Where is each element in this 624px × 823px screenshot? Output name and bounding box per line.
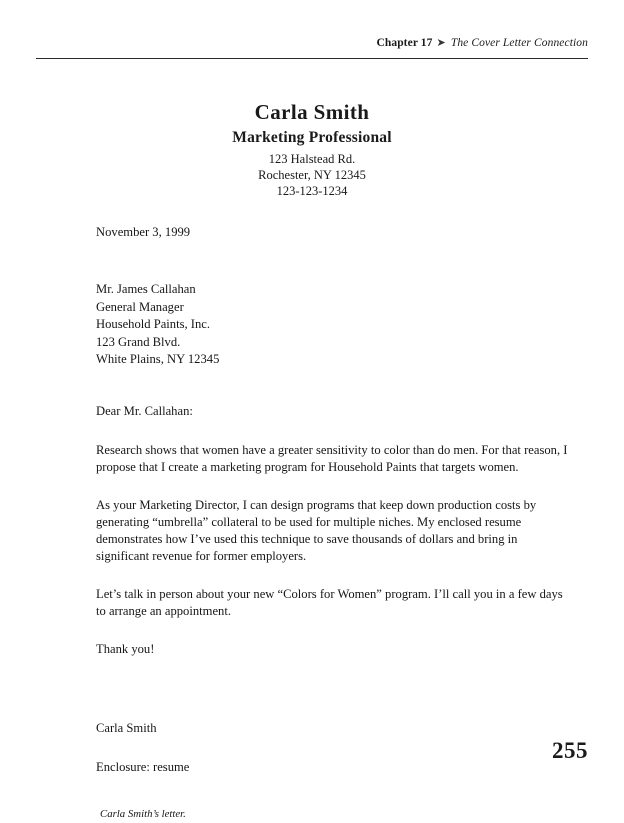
recipient-line: General Manager [96, 299, 184, 314]
letterhead-city-state-zip: Rochester, NY 12345 [258, 168, 366, 182]
letterhead-street: 123 Halstead Rd. [268, 152, 356, 166]
letter-paragraph: Research shows that women have a greater sensitivity to color than do men. For that reason, I propose that I create a marketing program for Household Paints that targets women. [96, 442, 568, 474]
figure-caption: Carla Smith’s letter. [100, 807, 186, 820]
enclosure-note: Enclosure: resume [96, 759, 190, 774]
running-head [376, 36, 588, 49]
letterhead [36, 100, 588, 199]
header-divider [36, 58, 588, 59]
letterhead-phone: 123-123-1234 [276, 184, 348, 198]
recipient-address [96, 281, 568, 369]
page-number: 255 [552, 738, 588, 763]
letterhead-name: Carla Smith [254, 100, 370, 124]
letter-date: November 3, 1999 [96, 225, 191, 239]
running-head-chapter: Chapter 17 [376, 37, 433, 49]
recipient-line: Mr. James Callahan [96, 282, 196, 296]
signature-name: Carla Smith [96, 720, 157, 735]
letter-paragraph: Let’s talk in person about your new “Colors for Women” program. I’ll call you in a few days to arrange an appointment. [96, 586, 563, 618]
salutation: Dear Mr. Callahan: [96, 403, 193, 418]
recipient-line: Household Paints, Inc. [96, 317, 211, 331]
letterhead-title: Marketing Professional [232, 129, 392, 146]
recipient-line: 123 Grand Blvd. [96, 334, 181, 349]
recipient-line: White Plains, NY 12345 [96, 352, 220, 366]
letter-paragraph: Thank you! [96, 641, 155, 656]
letter-body [96, 224, 568, 823]
running-head-title: The Cover Letter Connection [450, 37, 588, 49]
letter-paragraph: As your Marketing Director, I can design programs that keep down production costs by generating “umbrella” collateral to be used for multiple niches. My enclosed resume demonstrates how I’ve used this technique to save thousands of dollars and bring in significant revenue for former employers. [96, 497, 537, 563]
arrow-right-icon: ➤ [436, 37, 446, 49]
